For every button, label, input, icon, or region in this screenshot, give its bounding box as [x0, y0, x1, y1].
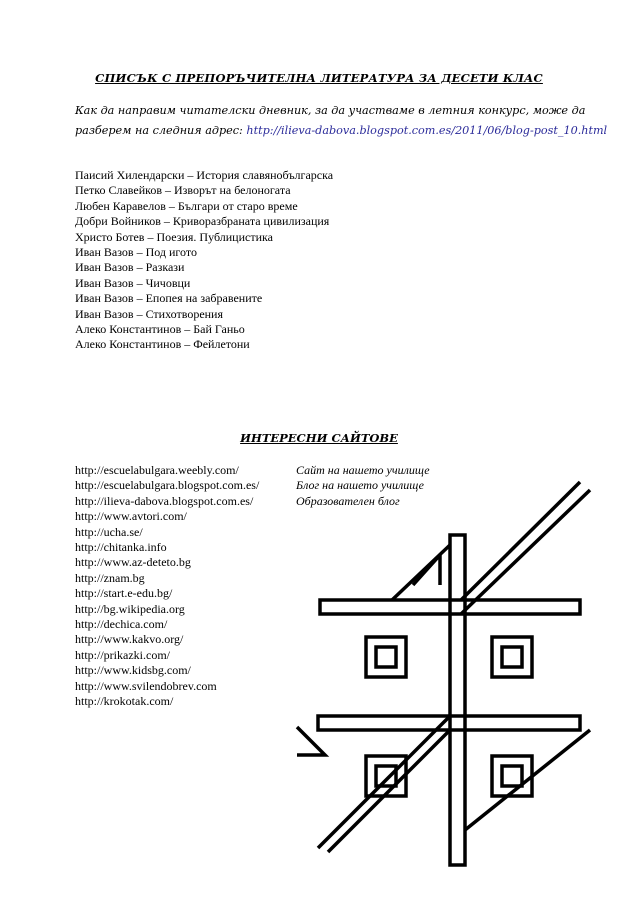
- site-link[interactable]: http://escuelabulgara.blogspot.com.es/: [75, 478, 260, 493]
- ornament-diagonal-lower-right: [465, 730, 590, 830]
- site-link[interactable]: http://bg.wikipedia.org: [75, 601, 185, 616]
- ornament-diagonal-upper-2: [461, 490, 590, 614]
- book-item: Иван Вазов – Под игото: [75, 245, 197, 260]
- ornament-square-bottom-left-inner: [376, 766, 396, 786]
- ornament-square-top-right-inner: [502, 647, 522, 667]
- site-link[interactable]: http://www.avtori.com/: [75, 509, 187, 524]
- ornament-square-bottom-right-inner: [502, 766, 522, 786]
- sites-heading: ИНТЕРЕСНИ САЙТОВЕ: [240, 431, 398, 445]
- ornament-diagonal-lower-2: [328, 730, 450, 852]
- ornament-square-top-left-inner: [376, 647, 396, 667]
- intro-line-2-text: разберем на следния адрес:: [75, 124, 247, 137]
- book-item: Иван Вазов – Разкази: [75, 260, 185, 275]
- book-item: Любен Каравелов – Българи от старо време: [75, 198, 298, 213]
- site-link[interactable]: http://www.az-deteto.bg: [75, 555, 191, 570]
- book-item: Алеко Константинов – Фейлетони: [75, 337, 250, 352]
- book-item: Христо Ботев – Поезия. Публицистика: [75, 229, 273, 244]
- page-title: СПИСЪК С ПРЕПОРЪЧИТЕЛНА ЛИТЕРАТУРА ЗА ДЕСЕТИ КЛАС: [95, 71, 543, 85]
- site-link[interactable]: http://www.svilendobrev.com: [75, 678, 217, 693]
- site-link[interactable]: http://www.kakvo.org/: [75, 632, 184, 647]
- site-link[interactable]: http://ucha.se/: [75, 524, 143, 539]
- book-item: Алеко Константинов – Бай Ганьо: [75, 322, 245, 337]
- site-link[interactable]: http://krokotak.com/: [75, 694, 174, 709]
- site-description: Блог на нашето училище: [296, 478, 424, 493]
- book-item: Иван Вазов – Чичовци: [75, 275, 191, 290]
- ornament-diagonal-upper: [461, 482, 580, 600]
- site-link[interactable]: http://chitanka.info: [75, 540, 167, 555]
- ornament-square-top-left: [366, 637, 406, 677]
- ornament-square-bottom-right: [492, 756, 532, 796]
- ornament-square-bottom-left: [366, 756, 406, 796]
- ornament-triangle-upper: [413, 555, 440, 585]
- site-link[interactable]: http://znam.bg: [75, 570, 145, 585]
- site-link[interactable]: http://www.kidsbg.com/: [75, 663, 191, 678]
- book-item: Добри Войников – Криворазбраната цивилизация: [75, 214, 330, 229]
- book-item: Паисий Хилендарски – История славянобългарска: [75, 168, 334, 182]
- site-link[interactable]: http://ilieva-dabova.blogspot.com.es/: [75, 493, 254, 508]
- diary-contest-link[interactable]: http://ilieva-dabova.blogspot.com.es/2011/06/blog-post_10.html: [246, 124, 608, 137]
- site-link[interactable]: http://prikazki.com/: [75, 647, 170, 662]
- site-link[interactable]: http://start.e-edu.bg/: [75, 586, 173, 601]
- site-description: Образователен блог: [296, 493, 400, 508]
- book-item: Иван Вазов – Стихотворения: [75, 306, 224, 321]
- book-item: Петко Славейков – Изворът на белоногата: [75, 183, 291, 198]
- book-item: Иван Вазов – Епопея на забравените: [75, 291, 263, 306]
- site-link[interactable]: http://dechica.com/: [75, 617, 168, 632]
- intro-line-1: Как да направим читателски дневник, за да участваме в летния конкурс, може да: [75, 104, 586, 117]
- ornament-square-top-right: [492, 637, 532, 677]
- site-link[interactable]: http://escuelabulgara.weebly.com/: [75, 463, 239, 477]
- ornament-vertical-bar: [450, 535, 465, 865]
- ornament-diagonal-lower: [318, 716, 450, 848]
- site-description: Сайт на нашето училище: [296, 463, 430, 477]
